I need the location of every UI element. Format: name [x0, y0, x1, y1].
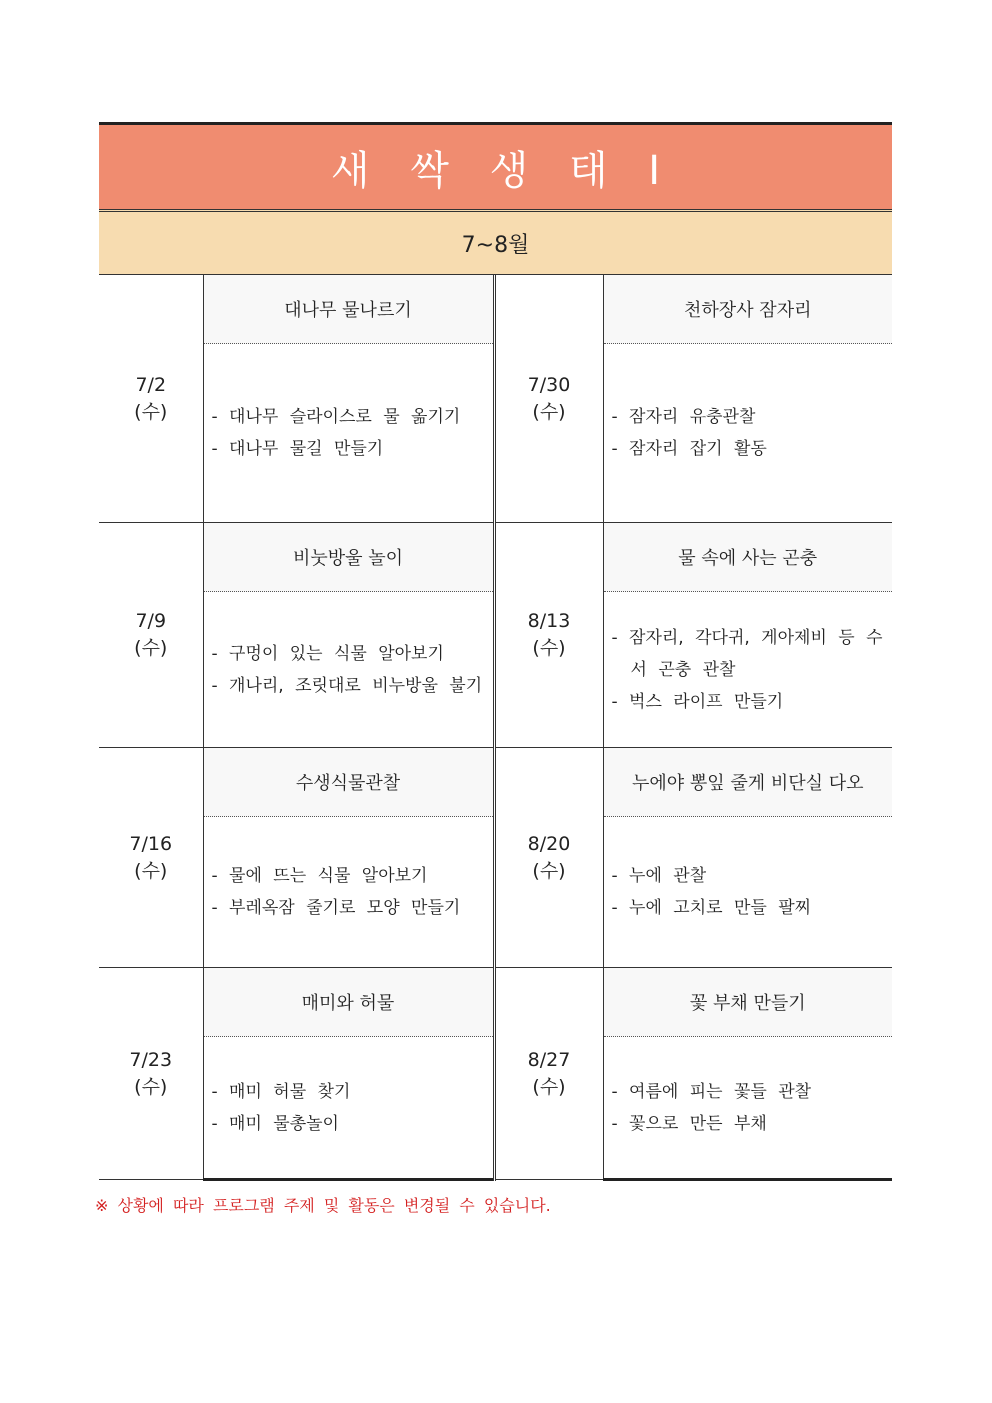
day-label: (수)	[532, 859, 566, 882]
title-bar	[99, 122, 892, 209]
activity-item: - 누에 관찰	[611, 866, 707, 886]
activity-item: - 잠자리 잡기 활동	[611, 439, 767, 459]
day-label: (수)	[532, 1075, 566, 1098]
date-cell	[99, 748, 203, 968]
day-label: (수)	[134, 400, 168, 423]
program-sheet	[99, 122, 892, 1181]
activity-cell	[203, 817, 494, 968]
schedule-row	[99, 275, 892, 344]
activity-cell	[203, 344, 494, 523]
day-label: (수)	[532, 637, 566, 659]
activity-cell	[603, 817, 892, 968]
activity-cell	[203, 1037, 494, 1180]
date-label: 7/30	[527, 373, 571, 396]
date-label: 8/13	[527, 610, 571, 632]
activity-item: - 누에 고치로 만들 팔찌	[611, 898, 812, 918]
month-bar	[99, 209, 892, 275]
activity-item: - 구멍이 있는 식물 알아보기	[211, 643, 444, 664]
activity-item: - 여름에 피는 꽃들 관찰	[611, 1081, 812, 1102]
date-cell	[494, 748, 603, 968]
activity-item: - 대나무 슬라이스로 물 옮기기	[211, 407, 461, 427]
date-label: 8/27	[527, 1048, 571, 1071]
schedule-row	[99, 968, 892, 1037]
date-cell	[494, 275, 603, 523]
activity-item: - 매미 허물 찾기	[211, 1081, 351, 1102]
topic-cell: 매미와 허물	[203, 968, 494, 1037]
day-label: (수)	[134, 637, 168, 659]
day-label: (수)	[134, 1075, 168, 1098]
activity-item: - 잠자리 유충관찰	[611, 407, 756, 427]
date-cell	[99, 275, 203, 523]
footnote: ※ 상황에 따라 프로그램 주제 및 활동은 변경될 수 있습니다.	[95, 1196, 551, 1215]
topic-cell: 물 속에 사는 곤충	[603, 523, 892, 592]
activity-item: - 대나무 물길 만들기	[211, 439, 384, 459]
activity-item: - 벅스 라이프 만들기	[611, 691, 784, 712]
date-cell	[494, 968, 603, 1180]
topic-cell: 대나무 물나르기	[203, 275, 494, 344]
schedule-row	[99, 523, 892, 592]
topic-cell: 꽃 부채 만들기	[603, 968, 892, 1037]
activity-cell	[603, 592, 892, 748]
day-label: (수)	[532, 400, 566, 423]
month-label: 7~8월	[461, 232, 530, 258]
activity-item: - 매미 물총놀이	[211, 1113, 339, 1134]
schedule-row	[99, 748, 892, 817]
day-label: (수)	[134, 859, 168, 882]
activity-cell	[203, 592, 494, 748]
topic-cell: 누에야 뽕잎 줄게 비단실 다오	[603, 748, 892, 817]
page-title: 새 싹 생 태 I	[330, 147, 675, 194]
activity-item: - 물에 뜨는 식물 알아보기	[211, 866, 428, 886]
activity-cell	[603, 1037, 892, 1180]
date-label: 7/9	[135, 610, 167, 632]
date-cell	[99, 523, 203, 748]
topic-cell: 수생식물관찰	[203, 748, 494, 817]
activity-item: - 부레옥잠 줄기로 모양 만들기	[211, 898, 461, 918]
date-cell	[99, 968, 203, 1180]
activity-item: - 꽃으로 만든 부채	[611, 1113, 767, 1134]
topic-cell: 비눗방울 놀이	[203, 523, 494, 592]
date-label: 7/2	[135, 373, 167, 396]
topic-cell: 천하장사 잠자리	[603, 275, 892, 344]
date-cell	[494, 523, 603, 748]
activity-item: - 개나리, 조릿대로 비누방울 불기	[211, 675, 483, 696]
activity-cell	[603, 344, 892, 523]
activity-item: - 잠자리, 각다귀, 게아제비 등 수서 곤충 관찰	[611, 627, 883, 680]
date-label: 8/20	[527, 832, 571, 855]
schedule-table	[99, 275, 892, 1181]
date-label: 7/16	[129, 832, 173, 855]
date-label: 7/23	[129, 1048, 173, 1071]
